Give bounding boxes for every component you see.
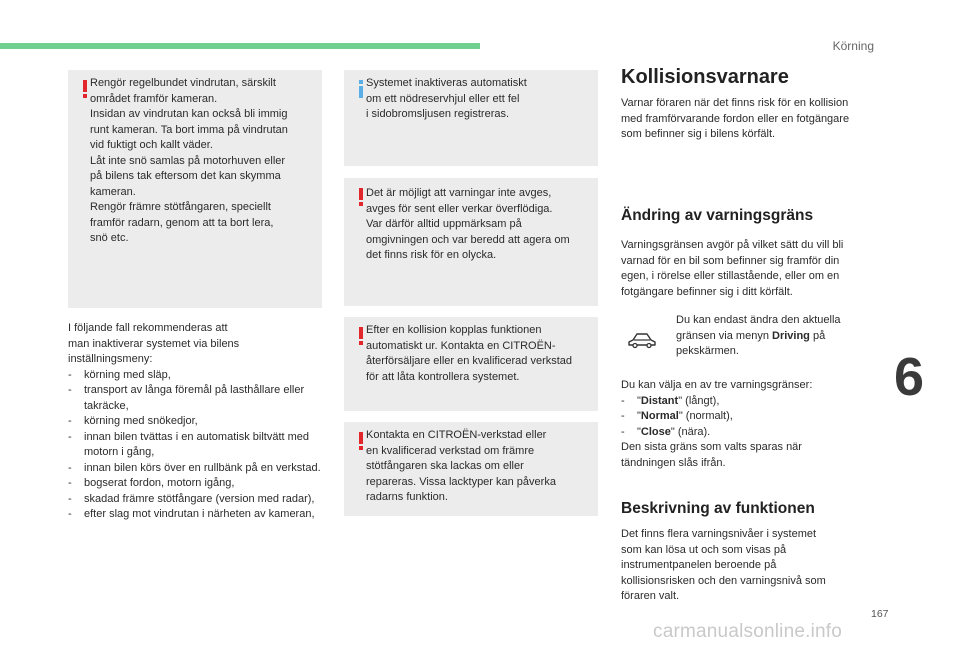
list-item: - efter slag mot vindrutan i närheten av kameran, [68,508,315,520]
text-line: i sidobromsljusen registreras. [366,108,510,120]
warning-text [90,76,314,247]
text-line: Låt inte snö samlas på motorhuven eller [90,154,286,167]
info-text [366,76,590,123]
text-line: Kontakta en CITROËN-verkstad eller [366,429,547,441]
text-line: framför radarn, genom att ta bort lera, [90,216,274,229]
info-box [344,70,598,166]
text-line: en kvalificerad verkstad om främre [366,444,535,457]
text-line: återförsäljare eller en kvalificerad verkstad [366,355,573,367]
text-line: inställningsmeny: [68,353,153,365]
list-item: - körning med släp, [68,368,171,381]
warning-box-collision [344,317,598,411]
list-item: - skadad främre stötfångare (version med radar), [68,492,315,505]
warning-box-bumper [344,422,598,516]
threshold-choices [621,378,883,471]
list-item: - innan bilen körs över en rullbänk på en verkstad. [68,461,321,474]
note-text: på pekskärmen. [676,329,826,357]
warning-text [366,186,590,264]
text-line: vid fuktigt och kallt väder. [90,139,213,151]
text-line: I följande fall rekommenderas att [68,322,228,334]
info-icon [356,80,366,98]
list-item: - "Close" (nära). [621,425,711,438]
text-line: Varningsgränsen avgör på vilket sätt du vill bli [621,239,844,251]
text-line: instrumentpanelen beroende på [621,559,777,571]
list-item: - körning med snökedjor, [68,415,198,427]
warning-icon [356,432,366,450]
chapter-number: 6 [893,347,925,407]
threshold-paragraph [621,238,883,300]
page-title: Kollisionsvarnare [621,66,789,88]
text-line: Rengör regelbundet vindrutan, särskilt [90,77,276,89]
text-line: Efter en kollision kopplas funktionen [366,324,542,336]
header-bar [0,43,480,49]
text-line: det finns risk för en olycka. [366,249,497,261]
text-line: avges för sent eller verkar överflödiga. [366,202,553,215]
text-line: Systemet inaktiveras automatiskt [366,77,527,89]
text-line: kollisionsrisken och den varningsnivå som [621,574,826,587]
heading-threshold: Ändring av varningsgräns [621,207,814,224]
list-item: - bogserat fordon, motorn igång, [68,477,235,489]
text-line: området framför kameran. [90,92,218,105]
text-line: Insidan av vindrutan kan också bli immig [90,108,288,120]
text-line: egen, i rörelse eller stillastående, eller om en [621,270,840,282]
text-line: fotgängare befinner sig i ditt körfält. [621,285,793,298]
warning-text [366,323,590,385]
text-line: om ett nödreservhjul eller ett fel [366,92,520,105]
text-line: med framförvarande fordon eller en fotgängare [621,112,850,125]
warning-icon [356,327,366,345]
warning-icon [80,80,90,98]
text-line: runt kameran. Ta bort imma på vindrutan [90,123,288,136]
text-line: repareras. Vissa lacktyper kan påverka [366,475,556,488]
text-line: Varnar föraren när det finns risk för en kollision [621,97,849,109]
text-line: Rengör främre stötfångaren, speciellt [90,201,271,213]
list-item: - "Distant" (långt), [621,394,720,407]
text-line: tändningen slås ifrån. [621,456,726,469]
text-line: Var därför alltid uppmärksam på [366,218,522,230]
text-line: stötfångaren ska lackas om eller [366,460,524,472]
car-icon [626,329,658,349]
text-line: varnad för en bil som befinner sig framför din [621,254,840,267]
menu-name: Driving [772,329,810,342]
text-line: radarns funktion. [366,491,448,503]
text-line: Du kan välja en av tre varningsgränser: [621,379,813,391]
warning-icon [356,188,366,206]
warning-box-camera [68,70,322,308]
list-item: - innan bilen tvättas i en automatisk biltvätt med motorn i gång, [68,430,310,458]
text-line: snö etc. [90,232,129,244]
text-line: man inaktiverar systemet via bilens [68,337,240,350]
note-text: Du kan endast ändra den aktuella gränsen via menyn [676,314,841,342]
text-line: som befinner sig i bilens körfält. [621,128,776,140]
warning-box-alerts [344,178,598,306]
intro-paragraph [621,96,883,143]
description-paragraph [621,527,883,605]
text-line: som kan lösa ut och som visas på [621,543,787,556]
list-item: - transport av långa föremål på lasthållare eller takräcke, [68,384,305,412]
heading-description: Beskrivning av funktionen [621,500,815,517]
text-line: kameran. [90,185,136,198]
recommendation-list [68,321,322,523]
text-line: Den sista gräns som valts sparas när [621,441,802,453]
page-number: 167 [871,608,889,620]
text-line: på bilens tak eftersom det kan skymma [90,170,281,182]
text-line: Det är möjligt att varningar inte avges, [366,187,552,199]
section-title: Körning [832,39,874,53]
text-line: Det finns flera varningsnivåer i systemet [621,528,817,540]
text-line: omgivningen och var beredd att agera om [366,233,570,246]
menu-note [676,313,881,360]
text-line: för att låta kontrollera systemet. [366,370,520,383]
text-line: föraren valt. [621,590,680,602]
text-line: automatiskt ur. Kontakta en CITROËN- [366,339,556,352]
warning-text [366,428,590,506]
watermark: carmanualsonline.info [653,621,843,642]
list-item: - "Normal" (normalt), [621,410,733,422]
